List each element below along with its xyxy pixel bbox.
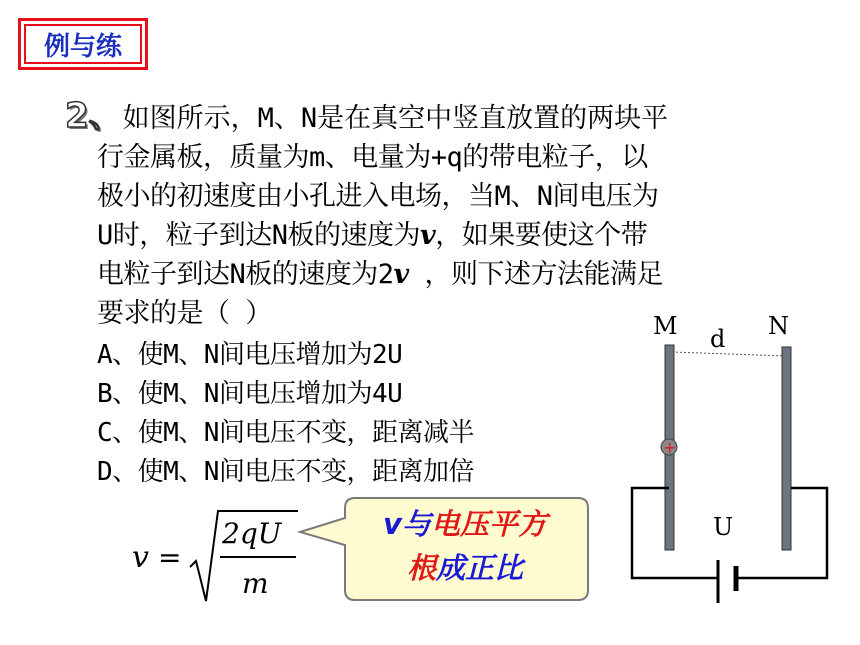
label-d: d bbox=[710, 325, 726, 353]
question-text-3: 极小的初速度由小孔进入电场，当M、N间电压为 bbox=[97, 181, 659, 212]
option-a: A、使M、N间电压增加为2U bbox=[97, 340, 403, 370]
question-text-4-tail: ，如果要使这个带 bbox=[435, 220, 648, 251]
label-m: M bbox=[653, 312, 678, 340]
question-line-1 bbox=[65, 88, 668, 137]
velocity-symbol: v bbox=[420, 220, 436, 251]
callout-part2: 电压平方 bbox=[430, 507, 547, 541]
question-text-6: 要求的是（ ） bbox=[97, 298, 272, 329]
plate-n bbox=[782, 347, 791, 550]
circuit-diagram bbox=[620, 300, 860, 620]
question-line-5 bbox=[97, 252, 663, 291]
callout-part3: 根 bbox=[406, 551, 436, 585]
question-text-5-tail: ，则下述方法能满足 bbox=[408, 259, 663, 290]
section-tag bbox=[18, 18, 148, 70]
callout-part4: 成正比 bbox=[436, 551, 524, 585]
formula-eq: = bbox=[158, 541, 182, 574]
label-u: U bbox=[713, 513, 734, 541]
wire-left bbox=[632, 488, 718, 578]
question-text-4: U时，粒子到达N板的速度为 bbox=[97, 220, 421, 251]
question-line-4 bbox=[97, 213, 647, 252]
question-text-5: 电粒子到达N板的速度为2 bbox=[97, 259, 394, 290]
label-n: N bbox=[768, 312, 789, 340]
question-text-2: 行金属板，质量为m、电量为+q的带电粒子，以 bbox=[97, 142, 648, 173]
formula-numerator: 2qU bbox=[222, 517, 282, 550]
question-text-1: 如图所示，M、N是在真空中竖直放置的两块平 bbox=[122, 103, 669, 134]
particle-charge: + bbox=[663, 438, 677, 457]
velocity-symbol-2: v bbox=[393, 259, 409, 290]
callout-v: v bbox=[383, 507, 402, 541]
question-number: 2、 bbox=[65, 96, 123, 136]
callout-text bbox=[345, 502, 585, 590]
option-d: D、使M、N间电压不变，距离加倍 bbox=[97, 457, 474, 487]
section-tag-label: 例与练 bbox=[24, 24, 142, 64]
formula-denominator: m bbox=[242, 567, 269, 600]
distance-line bbox=[672, 352, 786, 356]
option-b: B、使M、N间电压增加为4U bbox=[97, 379, 403, 409]
option-c: C、使M、N间电压不变，距离减半 bbox=[97, 418, 474, 448]
formula-lhs: v bbox=[132, 540, 149, 575]
callout-part1: 与 bbox=[401, 507, 431, 541]
